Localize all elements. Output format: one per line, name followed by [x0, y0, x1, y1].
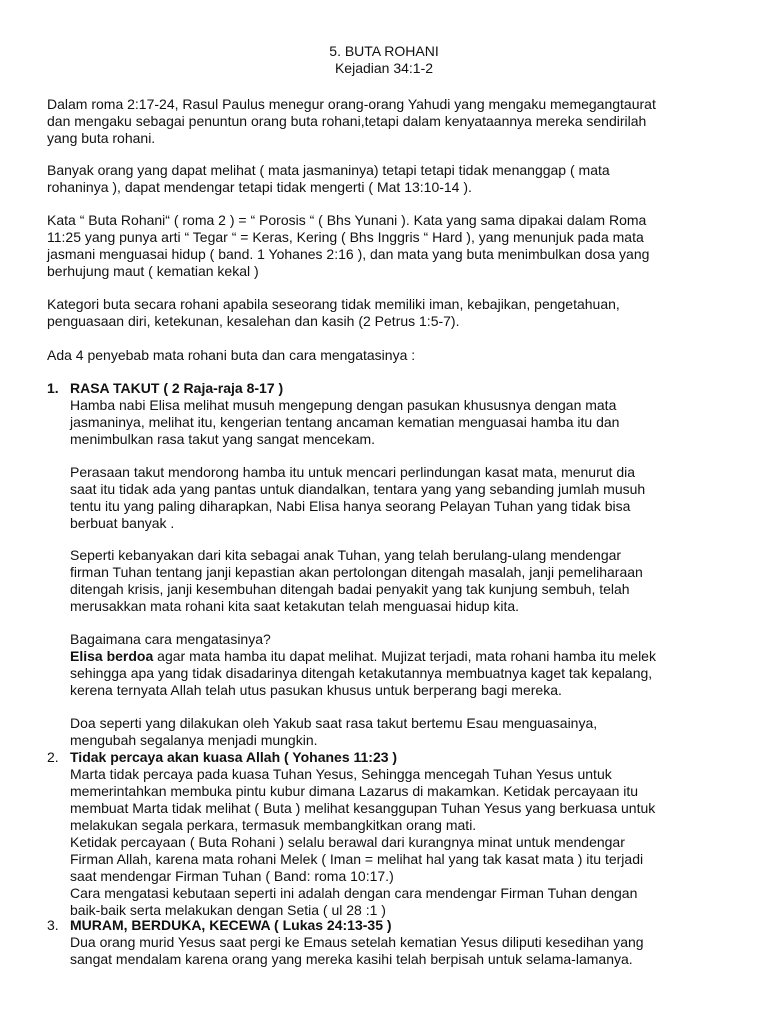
list-item-heading-1: RASA TAKUT ( 2 Raja-raja 8-17 ): [70, 380, 284, 396]
list-item-number-1: 1.: [47, 380, 59, 396]
intro-paragraph-5: Ada 4 penyebab mata rohani buta dan cara mengatasinya :: [47, 347, 416, 363]
intro-paragraph-2: Banyak orang yang dapat melihat ( mata jasmaninya) tetapi tetapi tidak menanggap ( mata rohaninya ), dapat mendengar tetapi tidak mengerti ( Mat 13:10-14 ).: [47, 162, 610, 195]
list-item-number-3: 3.: [47, 917, 59, 933]
bold-lead-elisa-berdoa: Elisa berdoa: [70, 648, 154, 664]
intro-paragraph-1: Dalam roma 2:17-24, Rasul Paulus menegur orang-orang Yahudi yang mengaku memegangtaurat dan mengaku sebagai penuntun orang buta rohani,tetapi dalam kenyataannya mereka sendirilah yang buta rohani.: [47, 96, 656, 146]
intro-paragraph-3: Kata “ Buta Rohani“ ( roma 2 ) = “ Porosis “ ( Bhs Yunani ). Kata yang sama dipakai dalam Roma 11:25 yang punya arti “ Tegar “ = Keras, Kering ( Bhs Inggris “ Hard ), yang menunjuk pada mata jasmani menguasai hidup ( band. 1 Yohanes 2:16 ), dan mata yang buta menimbulkan dosa yang berhujung maut ( kematian kekal ): [47, 212, 650, 279]
list-item-number-2: 2.: [47, 749, 59, 765]
item-1-paragraph-1: Hamba nabi Elisa melihat musuh mengepung dengan pasukan khususnya dengan mata jasmaninya, melihat itu, kengerian tentang ancaman kematian menguasai hamba itu dan menimbulkan rasa takut yang sangat mencekam.: [70, 397, 620, 447]
item-2-paragraph-1: Marta tidak percaya pada kuasa Tuhan Yesus, Sehingga mencegah Tuhan Yesus untuk memerintahkan membuka pintu kubur dimana Lazarus di makamkan. Ketidak percayaan itu membuat Marta tidak melihat ( Buta ) melihat kesanggupan Tuhan Yesus yang berkuasa untuk melakukan segala perkara, termasuk membangkitkan orang mati. Ketidak percayaan ( Buta Rohani ) selalu berawal dari kurangnya minat untuk mendengar Firman Allah, karena mata rohani Melek ( Iman = melihat hal yang tak kasat mata ) itu terjadi saat mendengar Firman Tuhan ( Band: roma 10:17.) Cara mengatasi kebutaan seperti ini adalah dengan cara mendengar Firman Tuhan dengan baik-baik serta melakukan dengan Setia ( ul 28 :1 ): [70, 766, 656, 918]
list-item-heading-2: Tidak percaya akan kuasa Allah ( Yohanes 11:23 ): [70, 749, 398, 765]
item-1-paragraph-2: Perasaan takut mendorong hamba itu untuk mencari perlindungan kasat mata, menurut dia saat itu tidak ada yang pantas untuk diandalkan, tentara yang yang sebanding jumlah musuh tentu itu yang paling diharapkan, Nabi Elisa hanya seorang Pelayan Tuhan yang tidak bisa berbuat banyak .: [70, 464, 646, 531]
list-item-heading-3: MURAM, BERDUKA, KECEWA ( Lukas 24:13-35 ): [70, 917, 392, 933]
item-1-paragraph-5-line-1: Elisa berdoa agar mata hamba itu dapat melihat. Mujizat terjadi, mata rohani hamba itu melek: [70, 648, 656, 664]
item-3-paragraph-1: Dua orang murid Yesus saat pergi ke Emaus setelah kematian Yesus diliputi kesedihan yang sangat mendalam karena orang yang mereka kasihi telah berpisah untuk selama-lamanya.: [70, 934, 644, 967]
item-1-paragraph-4: Bagaimana cara mengatasinya? Elisa berdoa agar mata hamba itu dapat melihat. Mujizat terjadi, mata rohani hamba itu melek sehingga apa yang tidak disadarinya ditengah ketakutannya membuatnya kaget tak kepalang, kerena ternyata Allah telah utus pasukan khusus untuk berperang bagi mereka.: [70, 631, 750, 699]
document-title: 5. BUTA ROHANI: [329, 43, 439, 59]
item-1-paragraph-6: Doa seperti yang dilakukan oleh Yakub saat rasa takut bertemu Esau menguasainya, mengubah segalanya menjadi mungkin.: [70, 715, 598, 748]
intro-paragraph-4: Kategori buta secara rohani apabila seseorang tidak memiliki iman, kebajikan, pengetahuan, penguasaan diri, ketekunan, kesalehan dan kasih (2 Petrus 1:5-7).: [47, 296, 620, 329]
scripture-reference: Kejadian 34:1-2: [334, 60, 434, 76]
item-1-paragraph-3: Seperti kebanyakan dari kita sebagai anak Tuhan, yang telah berulang-ulang mendengar firman Tuhan tentang janji kepastian akan pertolongan ditengah masalah, janji pemeliharaan ditengah krisis, janji kesembuhan ditengah badai penyakit yang tak kunjung sembuh, telah merusakkan mata rohani kita saat ketakutan telah menguasai hidup kita.: [70, 547, 643, 614]
